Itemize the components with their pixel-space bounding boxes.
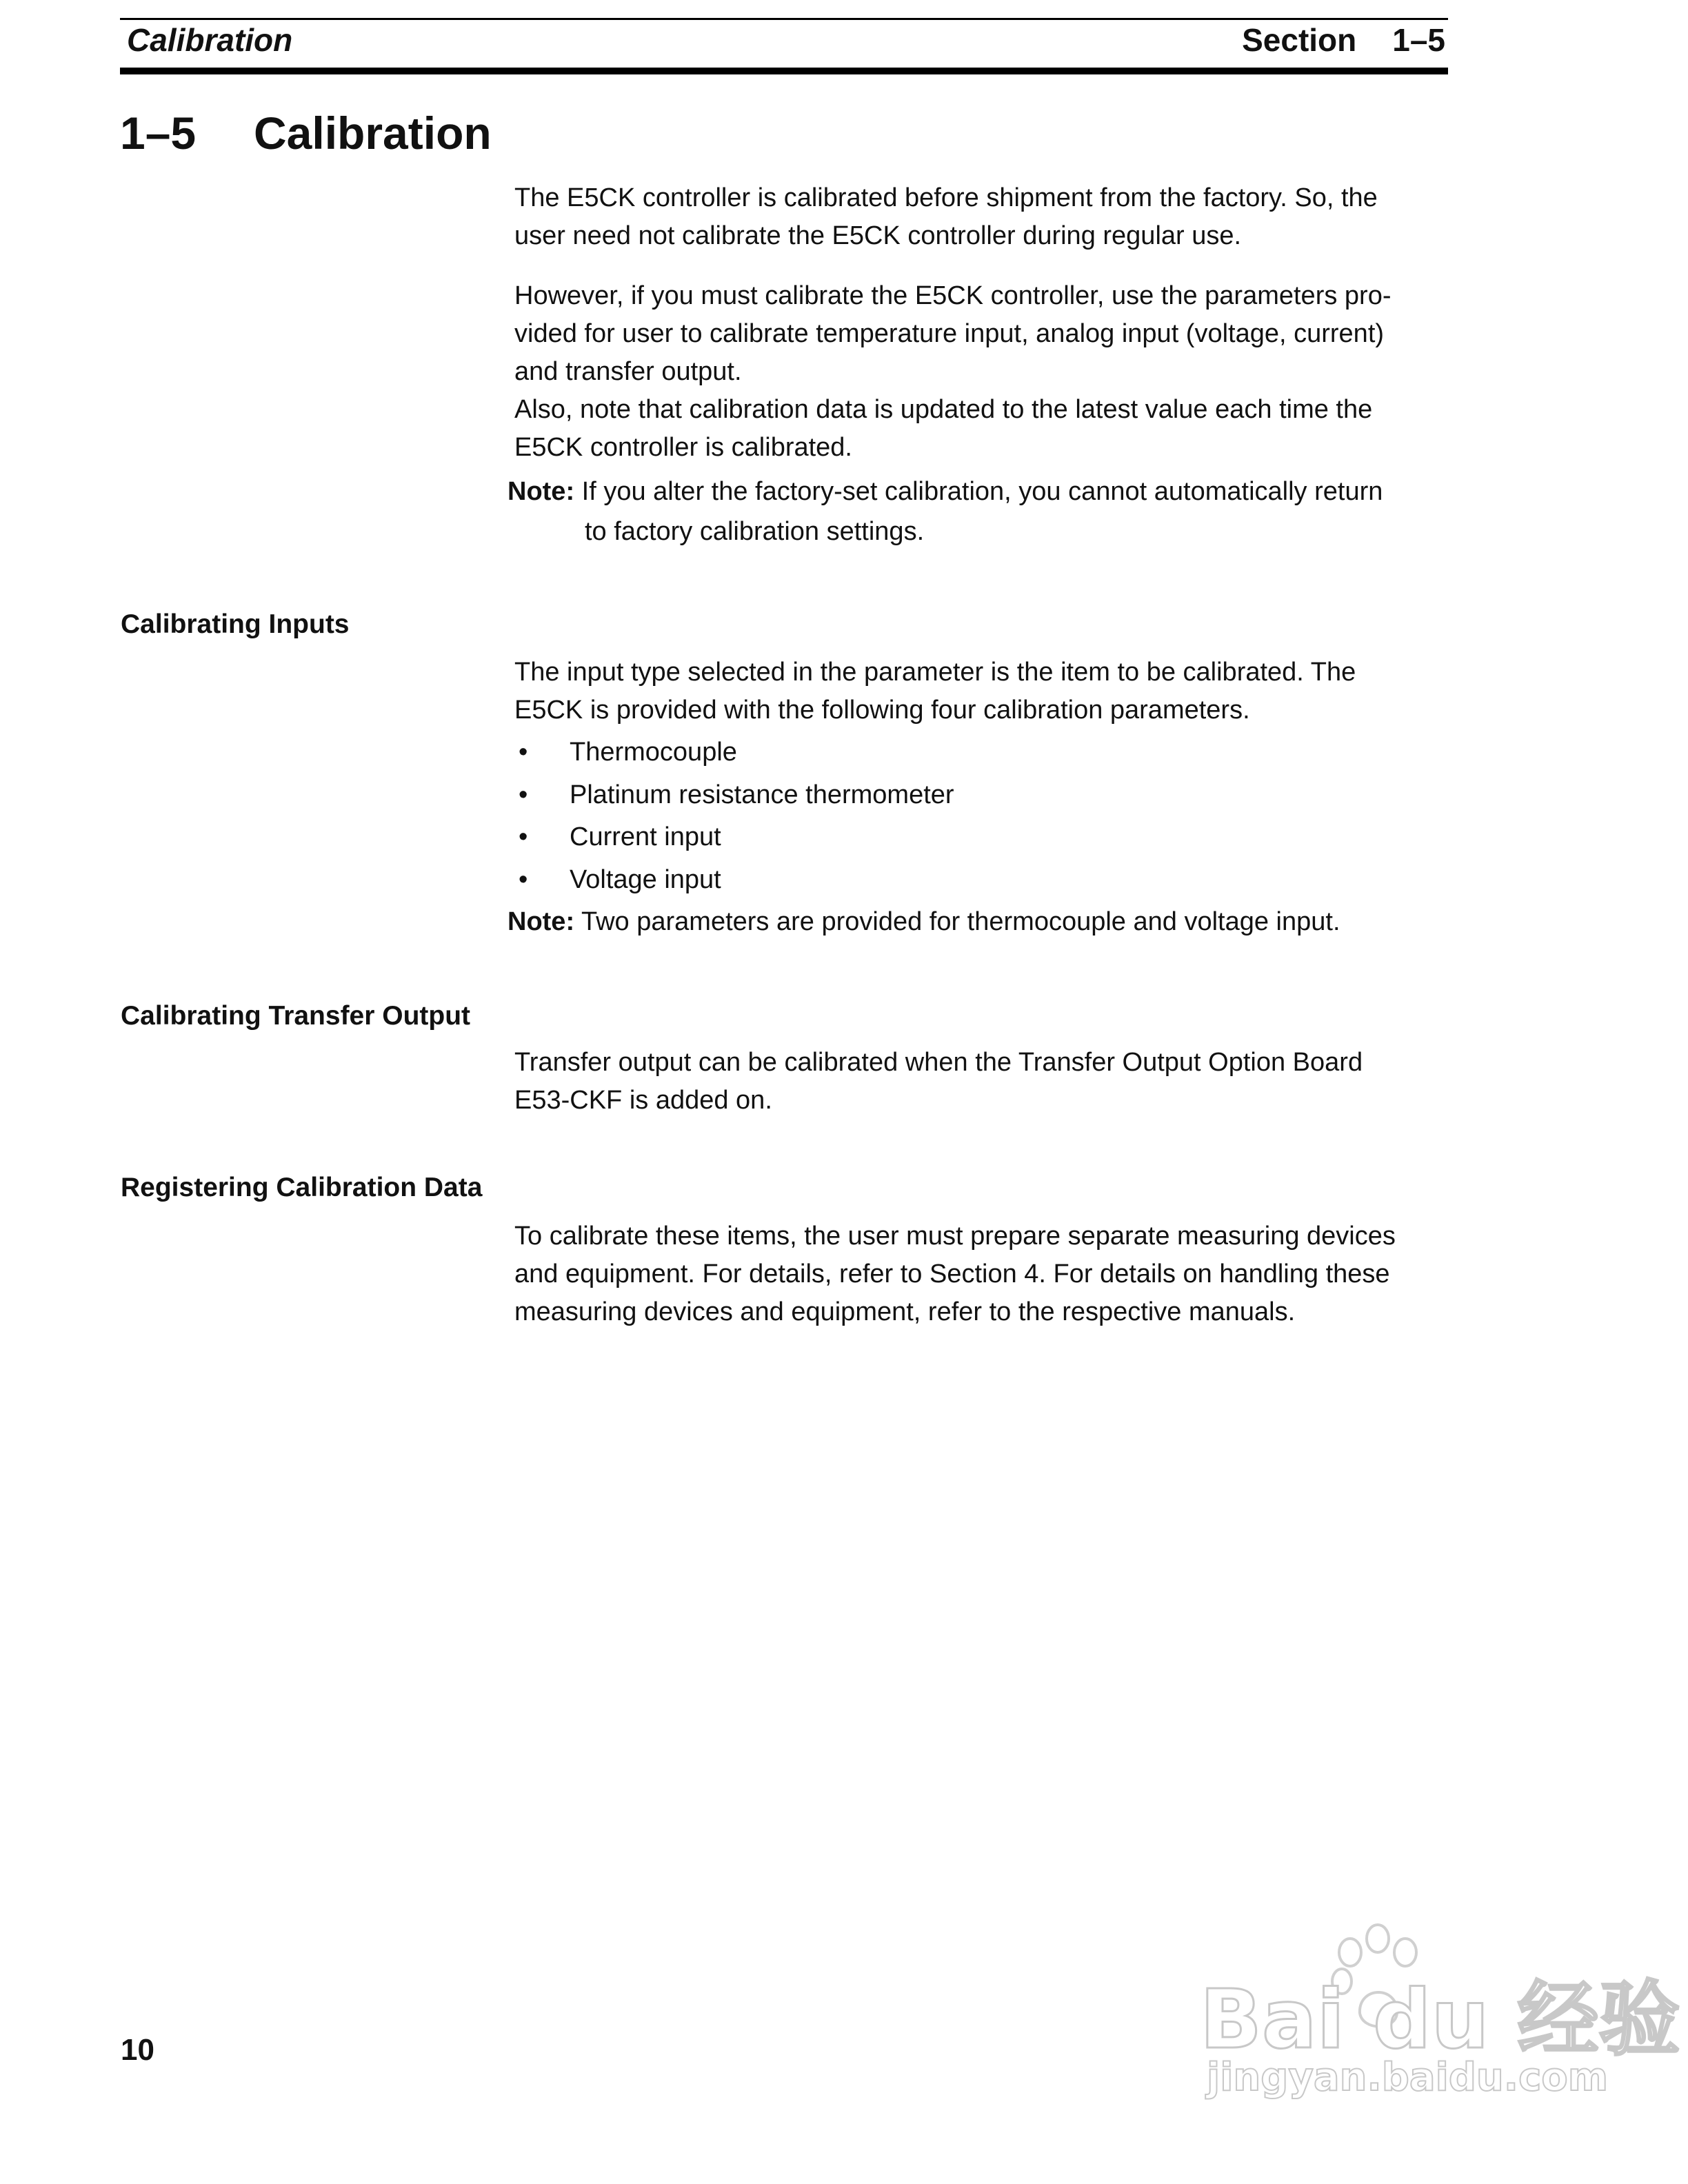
intro-paragraph-2 (514, 277, 1438, 467)
note-text: Two parameters are provided for thermocouple and voltage input. (581, 907, 1340, 936)
section-label: Section (1242, 22, 1357, 58)
bullet: • (519, 865, 528, 894)
bullet: • (519, 822, 528, 851)
calibrating-inputs-note (508, 902, 1438, 942)
list-item: • Platinum resistance thermometer (514, 774, 1438, 817)
text-line: To calibrate these items, the user must prepare separate measuring devices (514, 1222, 1396, 1251)
page-title (120, 102, 492, 164)
running-header-section (1242, 19, 1445, 61)
text-line: The E5CK controller is calibrated before shipment from the factory. So, the (514, 183, 1378, 212)
note-text-line-1: If you alter the factory-set calibration, you cannot automatically return (581, 477, 1383, 506)
text-line: E53-CKF is added on. (514, 1086, 772, 1115)
calibrating-inputs-paragraph (514, 654, 1438, 729)
text-line: measuring devices and equipment, refer to the respective manuals. (514, 1297, 1296, 1326)
note-text-line-2: to factory calibration settings. (585, 517, 925, 546)
text-line: vided for user to calibrate temperature input, analog input (voltage, current) (514, 319, 1385, 348)
text-line: and equipment. For details, refer to Section 4. For details on handling these (514, 1260, 1390, 1288)
intro-paragraph-1 (514, 179, 1438, 255)
baidu-watermark-logo (1186, 1910, 1680, 2103)
header-rule-bottom (120, 68, 1448, 74)
list-item: • Current input (514, 816, 1438, 859)
text-line: E5CK controller is calibrated. (514, 433, 852, 462)
heading-registering-calibration-data: Registering Calibration Data (121, 1173, 483, 1202)
heading-calibrating-inputs: Calibrating Inputs (121, 609, 350, 639)
intro-note (508, 472, 1438, 552)
page-title-text: Calibration (254, 108, 492, 159)
text-line: However, if you must calibrate the E5CK controller, use the parameters pro- (514, 281, 1391, 310)
bullet: • (519, 780, 528, 809)
registering-paragraph (514, 1217, 1438, 1331)
bullet: • (519, 738, 528, 767)
text-line: Transfer output can be calibrated when the Transfer Output Option Board (514, 1048, 1363, 1077)
text-line: Also, note that calibration data is updated to the latest value each time the (514, 395, 1373, 424)
text-line: E5CK is provided with the following four calibration parameters. (514, 696, 1250, 725)
section-number: 1–5 (1392, 22, 1445, 58)
text-line: The input type selected in the parameter is the item to be calibrated. The (514, 658, 1356, 687)
list-item: • Thermocouple (514, 731, 1438, 774)
text-line: and transfer output. (514, 357, 742, 386)
calibrating-transfer-paragraph (514, 1044, 1438, 1120)
watermark-brand: Bai du 经验 (1200, 1972, 1680, 2067)
note-label: Note: (508, 477, 575, 506)
running-header-title: Calibration (127, 22, 293, 58)
text-line: user need not calibrate the E5CK controller during regular use. (514, 221, 1242, 250)
page-number: 10 (121, 2033, 154, 2067)
watermark-url: jingyan.baidu.com (1207, 2055, 1609, 2100)
note-label: Note: (508, 907, 575, 936)
calibration-parameter-list (514, 731, 1438, 901)
page-title-number: 1–5 (120, 108, 197, 159)
heading-calibrating-transfer-output: Calibrating Transfer Output (121, 1001, 471, 1031)
list-item: • Voltage input (514, 859, 1438, 902)
